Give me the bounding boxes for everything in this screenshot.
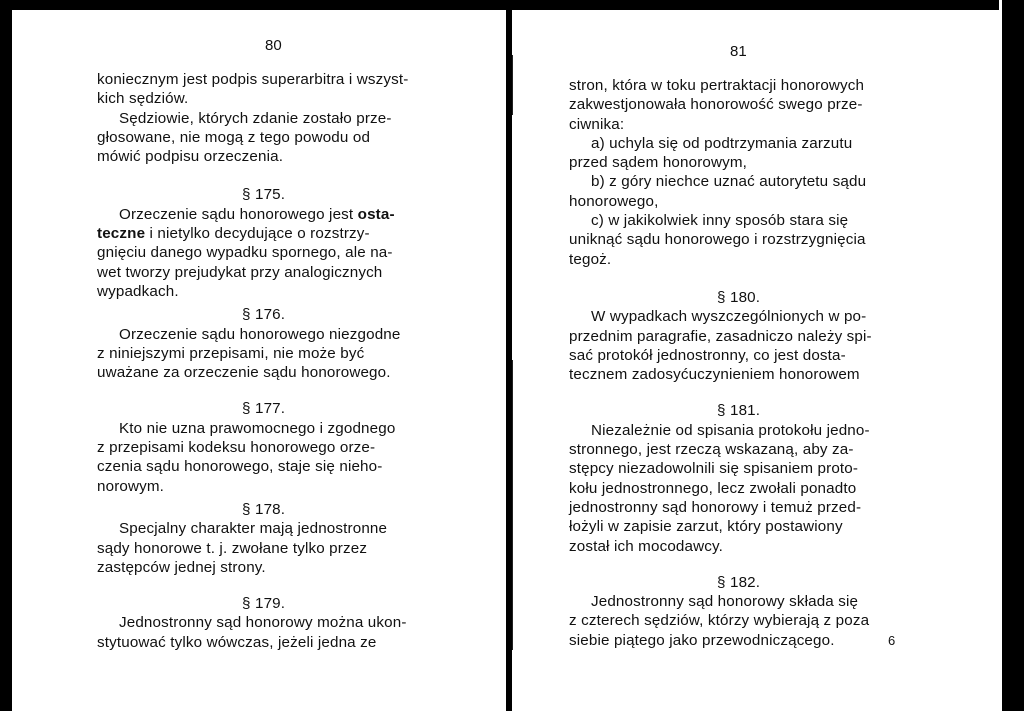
text-line: Sędziowie, których zdanie zostało prze- [119,109,392,127]
text-line: Specjalny charakter mają jednostronne [119,520,388,538]
text-line: kołu jednostronnego, lecz zwołali ponadto [569,479,857,497]
text-line: zakwestjonowała honorowość swego prze- [569,96,863,114]
text-line: b) z góry niechce uznać autorytetu sądu [591,173,867,191]
text-line: jednostronny sąd honorowy i temuż przed- [569,498,862,516]
text-line: honorowego, [569,192,659,210]
text-line: stytuować tylko wówczas, jeżeli jedna ze [97,633,377,651]
gutter-shadow [512,55,513,115]
text-line: łożyli w zapisie zarzut, który postawiony [569,518,843,536]
section-heading-178: § 178. [242,500,286,518]
text-line: z przepisami kodeksu honorowego orze- [97,439,376,457]
section-heading-176: § 176. [242,306,286,324]
text-line: a) uchyla się od podtrzymania zarzutu [591,134,853,152]
text-line: koniecznym jest podpis superarbitra i wszyst- [97,71,409,88]
left-page [12,10,506,711]
page-number-left: 80 [265,37,282,54]
section-heading-175: § 175. [242,186,286,204]
text-line: W wypadkach wyszczególnionych w po- [591,308,867,326]
left-page-text [97,70,467,652]
text-line: siebie piątego jako przewodniczącego. [569,631,835,649]
text-line: mówić podpisu orzeczenia. [97,148,284,166]
text-line: Jednostronny sąd honorowy składa się [591,593,859,611]
text-line: stępcy niezadowolnili się spisaniem proto- [569,460,859,478]
text-line: sać protokół jednostronny, co jest dosta- [569,346,846,364]
text-line: c) w jakikolwiek inny sposób stara się [591,212,849,230]
text-line: stron, która w toku pertraktacji honorowych [569,77,865,94]
text-line: Kto nie uzna prawomocnego i zgodnego [119,419,396,437]
text-line: kich sędziów. [97,90,189,108]
text-line: Niezależnie od spisania protokołu jedno- [591,421,870,439]
right-page [512,10,1002,711]
text-line: tecznem zadosyćuczynieniem honorowem [569,366,860,384]
text-line: tegoż. [569,250,612,268]
section-heading-180: § 180. [717,288,761,306]
text-line: uniknąć sądu honorowego i rozstrzygnięcia [569,231,866,249]
text-line: gnięciu danego wypadku spornego, ale na- [97,244,393,262]
text-line: stronnego, jest rzeczą wskazaną, aby za- [569,441,854,459]
signature-mark: 6 [888,633,896,648]
section-heading-179: § 179. [242,595,286,613]
text-line: Orzeczenie sądu honorowego jest osta- [119,205,395,223]
text-line: zastępców jednej strony. [97,558,266,576]
text-line: z czterech sędziów, którzy wybierają z poza [569,612,870,630]
text-line: sądy honorowe t. j. zwołane tylko przez [97,539,368,557]
text-line: czenia sądu honorowego, staje się nieho- [97,458,383,476]
text-line: Orzeczenie sądu honorowego niezgodne [119,325,401,343]
text-line: Jednostronny sąd honorowy można ukon- [119,614,407,632]
text-line: wet tworzy prejudykat przy analogicznych [97,263,383,281]
section-heading-182: § 182. [717,573,761,591]
text-line: ciwnika: [569,115,625,133]
scan-edge [1002,0,1024,711]
text-line: wypadkach. [97,282,179,300]
right-page-text [569,76,944,650]
page-number-right: 81 [730,43,747,60]
text-line: głosowane, nie mogą z tego powodu od [97,128,371,146]
text-line: został ich mocodawcy. [569,537,723,555]
text-line: uważane za orzeczenie sądu honorowego. [97,364,391,382]
gutter-shadow [512,360,513,650]
text-line: teczne i nietylko decydujące o rozstrzy- [97,225,370,243]
text-line: przed sądem honorowym, [569,154,748,172]
text-line: norowym. [97,477,165,495]
section-heading-177: § 177. [242,400,286,418]
text-line: z niniejszymi przepisami, nie może być [97,344,365,362]
section-heading-181: § 181. [717,402,761,420]
text-line: przednim paragrafie, zasadniczo należy spi- [569,327,872,345]
